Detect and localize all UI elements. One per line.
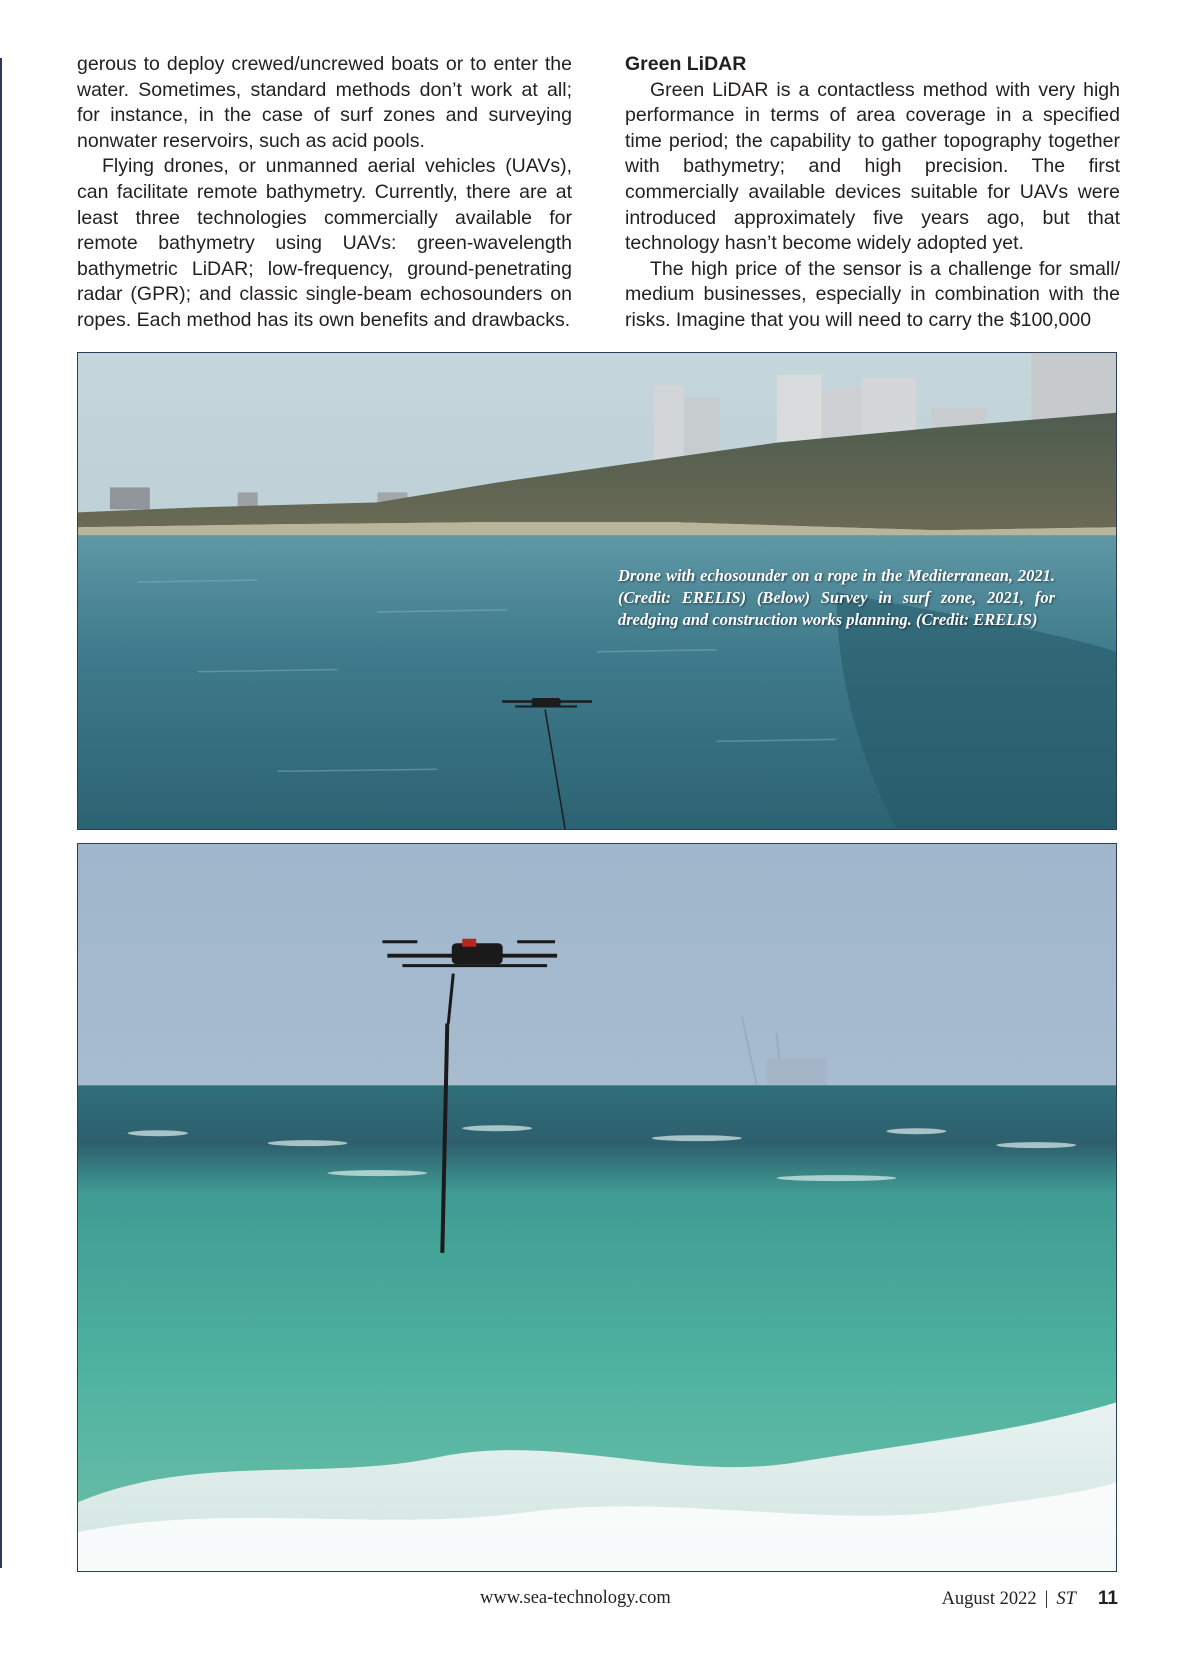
footer-publication: ST (1056, 1589, 1076, 1609)
left-paragraph-1: gerous to deploy crewed/uncrewed boats or to enter the water. Sometimes, standard methods don’t work at all; for instance, in the case of surf zones and surveying nonwater reservoirs, such as acid pools. (77, 53, 572, 152)
page-edge-rule (0, 58, 2, 1568)
right-paragraph-2: The high price of the sensor is a challenge for small/ medium businesses, especially in combination with the risks. Imagine that you will need to carry the $100,000 (625, 257, 1120, 331)
footer-separator: | (1044, 1589, 1049, 1609)
photo-caption: Drone with echosounder on a rope in the Mediterranean, 2021. (Credit: ERELIS) (Below) Survey in surf zone, 2021, for dredging and construction works planning. (Credit: ERELIS) (618, 566, 1055, 629)
photo-drone-surf-zone (77, 843, 1117, 1572)
article-left-column (77, 52, 572, 334)
footer-issue-info (942, 1588, 1118, 1610)
article-right-column (625, 52, 1120, 334)
page-number: 11 (1097, 1588, 1118, 1609)
footer-url: www.sea-technology.com (480, 1588, 671, 1608)
right-paragraph-1: Green LiDAR is a contactless method with very high performance in terms of area coverage in a specified time period; the capability to gather topography together with bathymetry; and high precision. The first commercially available devices suitable for UAVs were introduced approximately five years ago, but that technology hasn’t become widely adopted yet. (625, 78, 1120, 255)
section-heading: Green LiDAR (625, 53, 747, 75)
left-paragraph-2: Flying drones, or unmanned aerial vehicles (UAVs), can facilitate remote bathymetry. Currently, there are at least three technologies commercially available for remote bathymetry using UAVs: green-wavelength bathymetric LiDAR; low-frequency, ground-penetrating radar (GPR); and classic single-beam echosounders on ropes. Each method has its own benefits and drawbacks. (77, 155, 572, 331)
photo-drone-surf-zone-image (78, 844, 1116, 1571)
footer-date: August 2022 (941, 1589, 1037, 1609)
